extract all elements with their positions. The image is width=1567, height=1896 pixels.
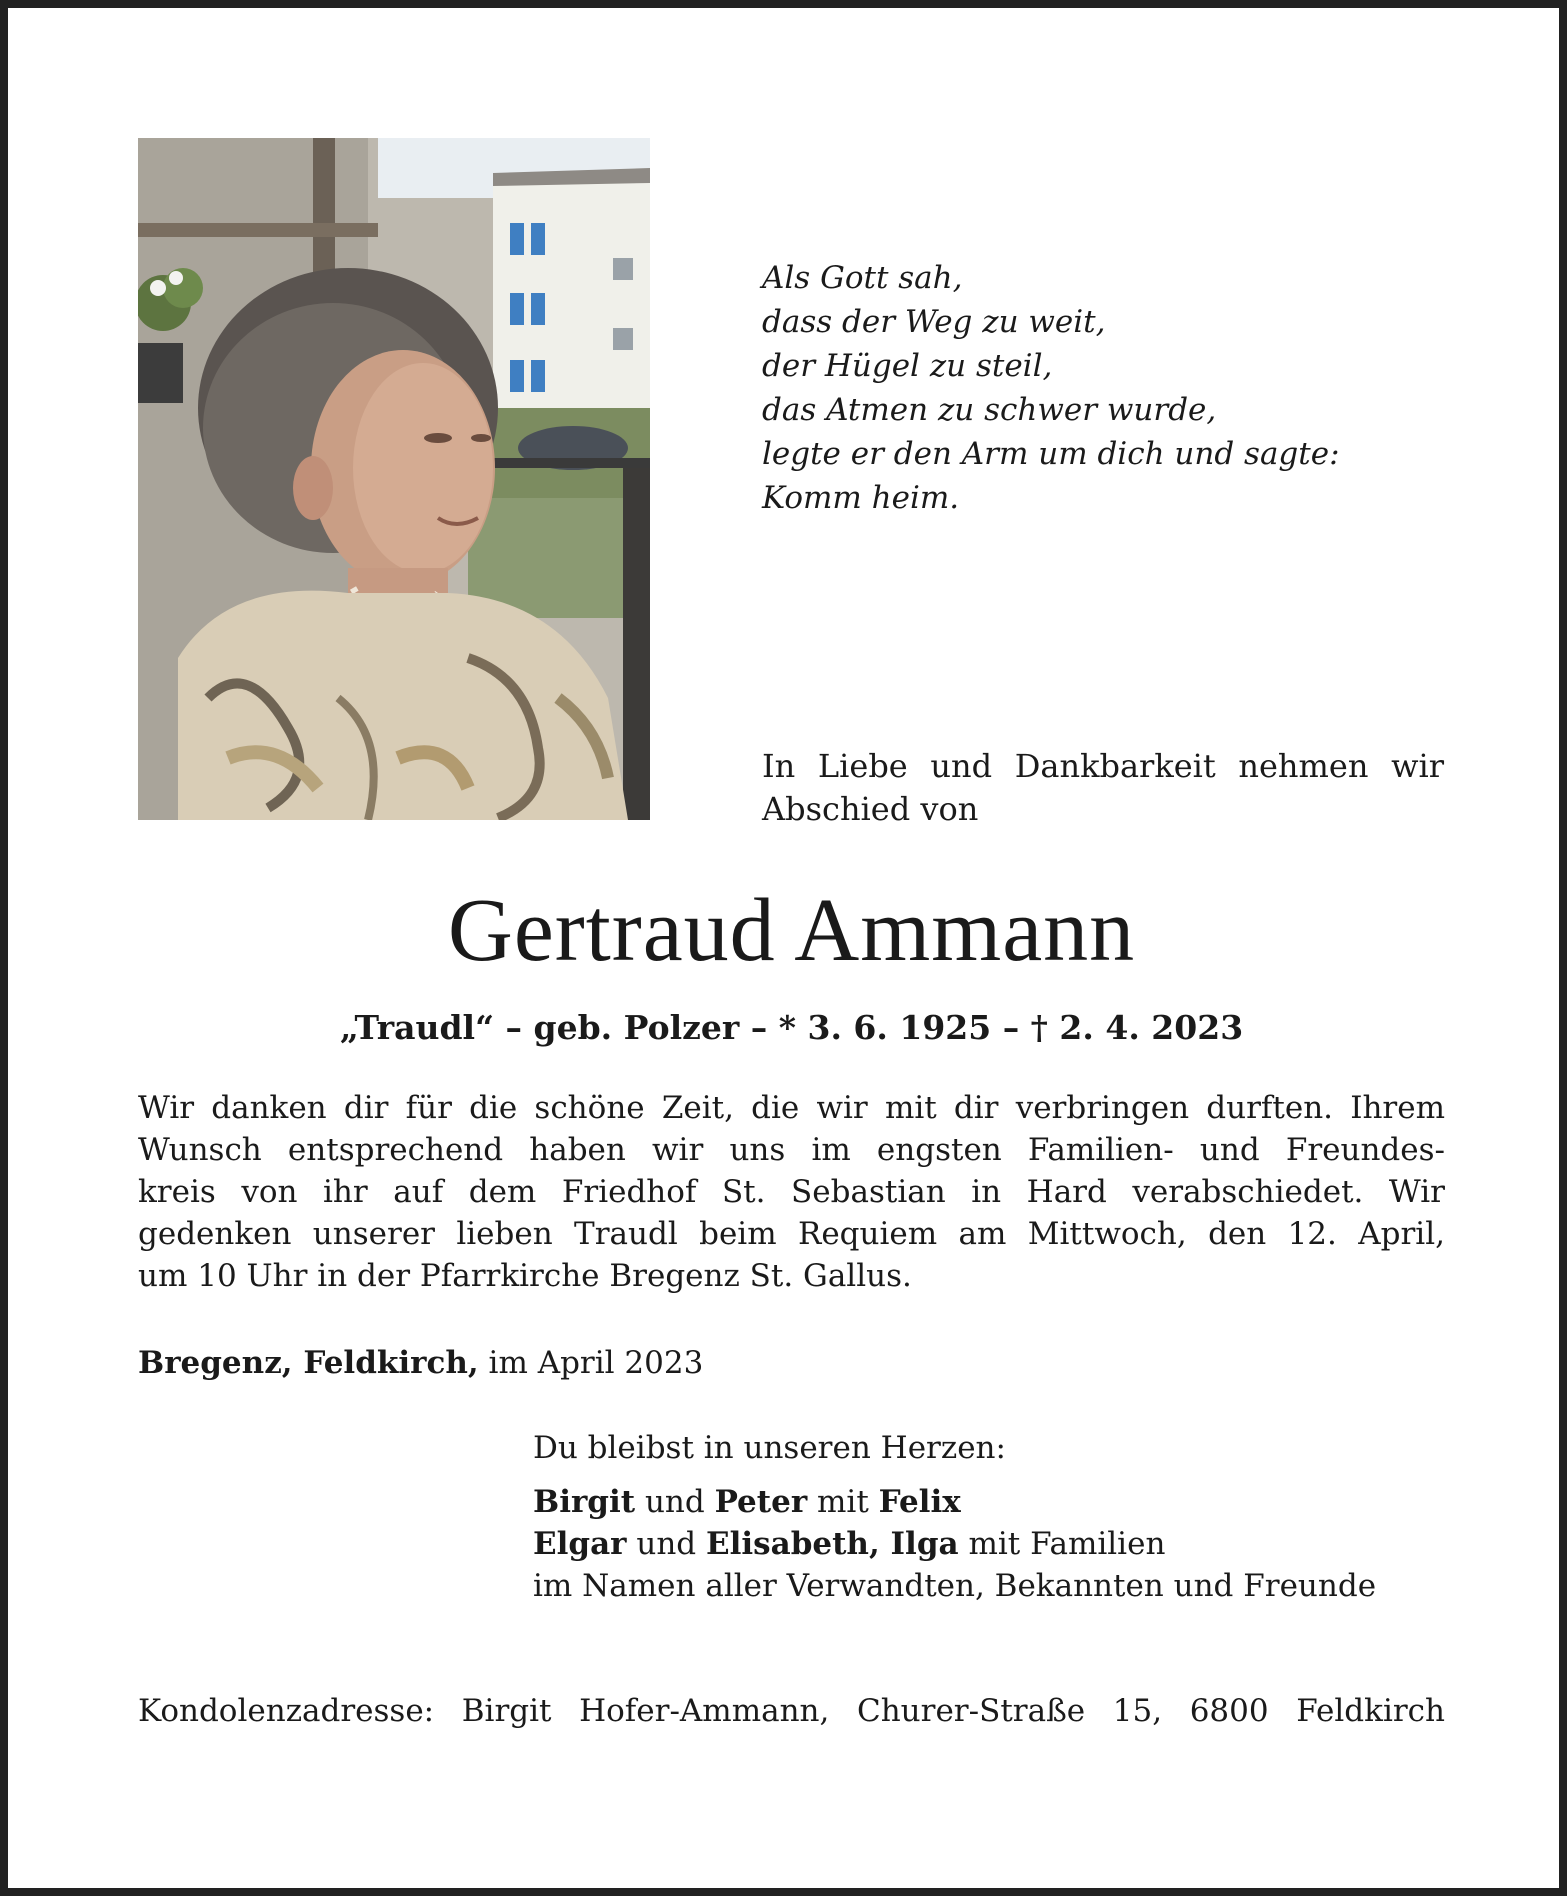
poem-line: der Hügel zu steil, xyxy=(762,348,1053,384)
poem-line: das Atmen zu schwer wurde, xyxy=(762,392,1217,428)
family-member: Peter xyxy=(714,1484,808,1520)
family-connector: mit Familien xyxy=(958,1526,1166,1562)
obituary-body xyxy=(138,1087,1445,1297)
family-line: im Namen aller Verwandten, Bekannten und Freunde xyxy=(533,1568,1377,1604)
life-dates: „Traudl“ – geb. Polzer – * 3. 6. 1925 – † 2. 4. 2023 xyxy=(339,1008,1244,1047)
place-date-text: im April 2023 xyxy=(478,1345,704,1381)
intro-line: Abschied von xyxy=(762,790,979,828)
body-line: kreis von ihr auf dem Friedhof St. Sebastian in Hard verabschiedet. Wir xyxy=(138,1174,1445,1210)
family-line xyxy=(533,1523,1445,1565)
portrait-photo xyxy=(138,138,650,820)
poem-line: legte er den Arm um dich und sagte: xyxy=(762,436,1340,472)
poem-line: Komm heim. xyxy=(762,480,960,516)
condolence-address: Kondolenzadresse: Birgit Hofer-Ammann, Churer-Straße 15, 6800 Feldkirch xyxy=(138,1693,1445,1729)
body-line: Wir danken dir für die schöne Zeit, die wir mit dir verbringen durften. Ihrem xyxy=(138,1090,1445,1126)
family-line xyxy=(533,1481,1445,1523)
family-heading: Du bleibst in unseren Herzen: xyxy=(533,1430,1006,1466)
body-line: gedenken unserer lieben Traudl beim Requiem am Mittwoch, den 12. April, xyxy=(138,1216,1445,1252)
poem-line: Als Gott sah, xyxy=(762,260,963,296)
poem-line: dass der Weg zu weit, xyxy=(762,304,1106,340)
family-connector: und xyxy=(635,1484,715,1520)
place-date xyxy=(138,1342,703,1384)
intro-line: In Liebe und Dankbarkeit nehmen wir xyxy=(762,747,1444,785)
deceased-name: Gertraud Ammann xyxy=(447,881,1136,980)
farewell-intro xyxy=(762,745,1444,831)
family-connector: und xyxy=(626,1526,706,1562)
family-member: Felix xyxy=(878,1484,961,1520)
family-connector: mit xyxy=(807,1484,879,1520)
body-line: Wunsch entsprechend haben wir uns im engsten Familien- und Freundes- xyxy=(138,1132,1445,1168)
place-names: Bregenz, Feldkirch, xyxy=(138,1345,479,1381)
poem xyxy=(762,256,1462,520)
family-member: Elgar xyxy=(533,1526,627,1562)
family-member: Birgit xyxy=(533,1484,636,1520)
family-member: Elisabeth, Ilga xyxy=(705,1526,959,1562)
family-signature xyxy=(533,1427,1445,1607)
body-line: um 10 Uhr in der Pfarrkirche Bregenz St. Gallus. xyxy=(138,1258,912,1294)
